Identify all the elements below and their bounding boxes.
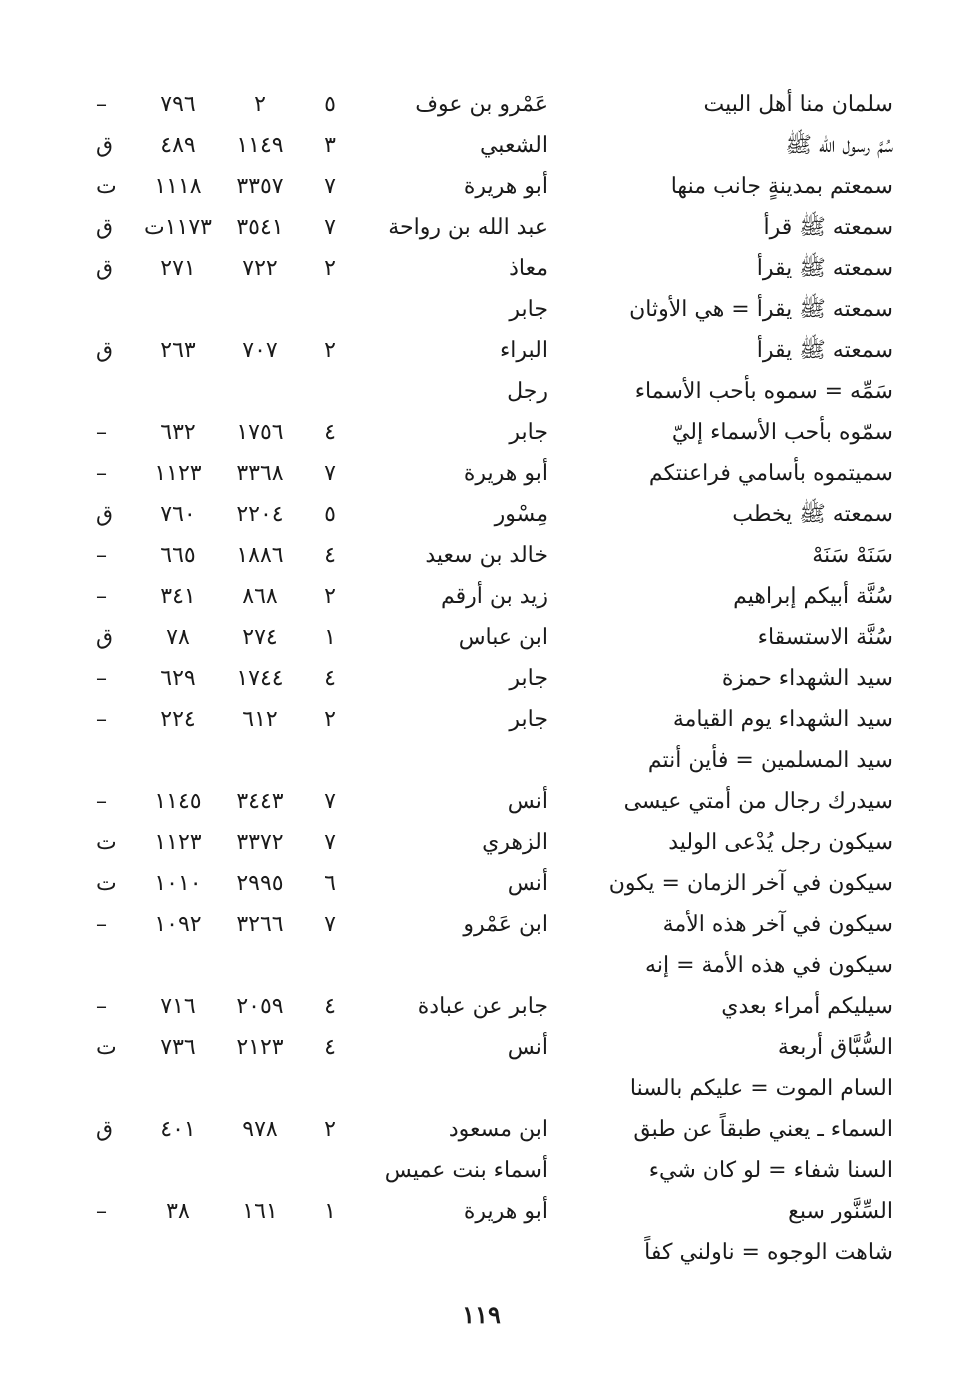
page-reference: ٦٦٥ bbox=[160, 543, 196, 568]
source-mark: ق bbox=[96, 256, 114, 281]
table-row bbox=[0, 330, 963, 371]
page-reference: ٤٠١ bbox=[160, 1117, 196, 1142]
table-row bbox=[0, 453, 963, 494]
narrator: عبد الله بن رواحة bbox=[388, 215, 548, 240]
hadith-number: ١٦١ bbox=[242, 1199, 278, 1224]
hadith-phrase: سيكون في آخر الزمان = يكون bbox=[608, 871, 893, 896]
narrator: رجل bbox=[507, 379, 548, 404]
source-mark: ق bbox=[96, 1117, 114, 1142]
hadith-number: ٨٦٨ bbox=[242, 584, 278, 609]
page-number: ١١٩ bbox=[462, 1300, 501, 1329]
source-mark: ق bbox=[96, 502, 114, 527]
source-mark: – bbox=[96, 994, 107, 1019]
page-reference: ٤٨٩ bbox=[160, 133, 196, 158]
table-row bbox=[0, 863, 963, 904]
volume-number: ٤ bbox=[324, 543, 336, 568]
hadith-number: ٢٠٥٩ bbox=[236, 994, 284, 1019]
volume-number: ١ bbox=[324, 625, 336, 650]
page-reference: ٣٨ bbox=[166, 1199, 190, 1224]
page-reference: ١٠١٠ bbox=[154, 871, 202, 896]
hadith-phrase: سيكون في آخر هذه الأمة bbox=[662, 912, 893, 937]
table-row bbox=[0, 658, 963, 699]
volume-number: ٧ bbox=[324, 789, 336, 814]
table-row bbox=[0, 248, 963, 289]
source-mark: – bbox=[96, 789, 107, 814]
hadith-phrase: سَمِّه = سموه بأحب الأسماء bbox=[634, 379, 893, 404]
source-mark: ق bbox=[96, 133, 114, 158]
hadith-number: ٢٩٩٥ bbox=[236, 871, 284, 896]
hadith-number: ١٧٥٦ bbox=[236, 420, 284, 445]
hadith-phrase: سمعته ﷺ قرأ bbox=[763, 215, 893, 240]
hadith-number: ٧٠٧ bbox=[242, 338, 278, 363]
hadith-phrase: سيدرك رجال من أمتي عيسى bbox=[623, 789, 893, 814]
narrator: أبو هريرة bbox=[463, 1199, 548, 1224]
source-mark: ت bbox=[96, 174, 117, 199]
hadith-number: ٣٥٤١ bbox=[236, 215, 284, 240]
hadith-phrase: سيكون في هذه الأمة = إنه bbox=[645, 953, 893, 978]
source-mark: ت bbox=[96, 871, 117, 896]
page-reference: ٢٦٣ bbox=[160, 338, 196, 363]
volume-number: ٢ bbox=[324, 256, 336, 281]
narrator: أنس bbox=[507, 1035, 548, 1060]
table-row bbox=[0, 1109, 963, 1150]
hadith-number: ٧٢٢ bbox=[242, 256, 278, 281]
table-row bbox=[0, 412, 963, 453]
volume-number: ٣ bbox=[324, 133, 336, 158]
source-mark: ت bbox=[96, 830, 117, 855]
narrator: جابر عن عبادة bbox=[417, 994, 548, 1019]
table-row bbox=[0, 740, 963, 781]
table-row bbox=[0, 1150, 963, 1191]
hadith-phrase: السِّنَّور سبع bbox=[788, 1199, 893, 1224]
volume-number: ٥ bbox=[324, 502, 336, 527]
volume-number: ٢ bbox=[324, 338, 336, 363]
narrator: معاذ bbox=[509, 256, 548, 281]
volume-number: ٤ bbox=[324, 420, 336, 445]
source-mark: ق bbox=[96, 625, 114, 650]
narrator: الشعبي bbox=[479, 133, 548, 158]
page-reference: ٢٢٤ bbox=[160, 707, 196, 732]
hadith-number: ١١٤٩ bbox=[236, 133, 284, 158]
hadith-phrase: سُمَّ رسول الله ﷺ bbox=[785, 133, 893, 158]
volume-number: ٧ bbox=[324, 912, 336, 937]
narrator: ابن عَمْرو bbox=[463, 912, 548, 937]
narrator: أبو هريرة bbox=[463, 174, 548, 199]
hadith-phrase: سُنَّة أبيكم إبراهيم bbox=[733, 584, 893, 609]
hadith-phrase: سيكون رجل يُدْعى الوليد bbox=[668, 830, 893, 855]
volume-number: ٢ bbox=[324, 1117, 336, 1142]
hadith-number: ٩٧٨ bbox=[242, 1117, 278, 1142]
table-row bbox=[0, 986, 963, 1027]
page-reference: ٧١٦ bbox=[160, 994, 196, 1019]
hadith-number: ١٨٨٦ bbox=[236, 543, 284, 568]
volume-number: ٥ bbox=[324, 92, 336, 117]
hadith-phrase: سَنَهْ سَنَهْ bbox=[812, 543, 893, 568]
hadith-phrase: سيد الشهداء حمزة bbox=[721, 666, 893, 691]
source-mark: – bbox=[96, 461, 107, 486]
page-reference: ١١٢٣ bbox=[154, 461, 202, 486]
hadith-number: ٢٧٤ bbox=[242, 625, 278, 650]
source-mark: – bbox=[96, 584, 107, 609]
page-reference: ٧٨ bbox=[166, 625, 190, 650]
table-row bbox=[0, 822, 963, 863]
narrator: أنس bbox=[507, 871, 548, 896]
volume-number: ٦ bbox=[324, 871, 336, 896]
volume-number: ٧ bbox=[324, 174, 336, 199]
page-reference: ٦٣٢ bbox=[160, 420, 196, 445]
narrator: خالد بن سعيد bbox=[425, 543, 548, 568]
table-row bbox=[0, 1191, 963, 1232]
hadith-phrase: سلمان منا أهل البيت bbox=[703, 92, 893, 117]
hadith-phrase: السام الموت = عليكم بالسنا bbox=[629, 1076, 893, 1101]
hadith-phrase: شاهت الوجوه = ناولني كفاً bbox=[644, 1240, 893, 1265]
volume-number: ٤ bbox=[324, 666, 336, 691]
volume-number: ٢ bbox=[324, 584, 336, 609]
hadith-number: ٦١٢ bbox=[242, 707, 278, 732]
volume-number: ٧ bbox=[324, 215, 336, 240]
table-row bbox=[0, 494, 963, 535]
table-row bbox=[0, 1232, 963, 1273]
page-reference: ١١٧٣ت bbox=[144, 215, 212, 240]
narrator: جابر bbox=[509, 666, 548, 691]
hadith-phrase: سميتموه بأسامي فراعنتكم bbox=[648, 461, 893, 486]
table-row bbox=[0, 576, 963, 617]
page-reference: ٧٦٠ bbox=[160, 502, 196, 527]
table-row bbox=[0, 289, 963, 330]
source-mark: – bbox=[96, 707, 107, 732]
volume-number: ٤ bbox=[324, 1035, 336, 1060]
volume-number: ٤ bbox=[324, 994, 336, 1019]
source-mark: – bbox=[96, 666, 107, 691]
hadith-phrase: سمعته ﷺ يخطب bbox=[732, 502, 893, 527]
page-reference: ٧٩٦ bbox=[160, 92, 196, 117]
hadith-phrase: السماء ـ يعني طبقاً عن طبق bbox=[633, 1117, 893, 1142]
page-reference: ٢٧١ bbox=[160, 256, 196, 281]
table-row bbox=[0, 84, 963, 125]
narrator: مِسْور bbox=[494, 502, 548, 527]
source-mark: ق bbox=[96, 338, 114, 363]
hadith-phrase: سمعته ﷺ يقرأ = هي الأوثان bbox=[629, 297, 893, 322]
source-mark: – bbox=[96, 420, 107, 445]
hadith-phrase: السنا شفاء = لو كان شيء bbox=[648, 1158, 893, 1183]
hadith-phrase: السُّبَّاق أربعة bbox=[777, 1035, 893, 1060]
hadith-number: ٣٣٥٧ bbox=[236, 174, 284, 199]
source-mark: ق bbox=[96, 215, 114, 240]
table-row bbox=[0, 1027, 963, 1068]
hadith-phrase: سيليكم أمراء بعدي bbox=[721, 994, 893, 1019]
narrator: ابن مسعود bbox=[448, 1117, 548, 1142]
page-reference: ٦٢٩ bbox=[160, 666, 196, 691]
hadith-number: ٢ bbox=[254, 92, 266, 117]
page-reference: ٧٣٦ bbox=[160, 1035, 196, 1060]
volume-number: ٧ bbox=[324, 461, 336, 486]
page-reference: ١١١٨ bbox=[154, 174, 202, 199]
table-row bbox=[0, 617, 963, 658]
narrator: عَمْرو بن عوف bbox=[415, 92, 548, 117]
narrator: أسماء بنت عميس bbox=[384, 1158, 548, 1183]
volume-number: ٢ bbox=[324, 707, 336, 732]
hadith-number: ٣٤٤٣ bbox=[236, 789, 284, 814]
hadith-phrase: سيد المسلمين = فأين أنتم bbox=[647, 748, 893, 773]
volume-number: ٧ bbox=[324, 830, 336, 855]
hadith-number: ٣٢٦٦ bbox=[236, 912, 284, 937]
hadith-number: ٣٣٧٢ bbox=[236, 830, 284, 855]
source-mark: – bbox=[96, 1199, 107, 1224]
table-row bbox=[0, 371, 963, 412]
page-reference: ١٠٩٢ bbox=[154, 912, 202, 937]
index-table bbox=[0, 84, 963, 1273]
narrator: ابن عباس bbox=[458, 625, 548, 650]
table-row bbox=[0, 904, 963, 945]
source-mark: – bbox=[96, 92, 107, 117]
narrator: أنس bbox=[507, 789, 548, 814]
hadith-number: ٣٣٦٨ bbox=[236, 461, 284, 486]
narrator: الزهري bbox=[482, 830, 548, 855]
narrator: زيد بن أرقم bbox=[440, 584, 548, 609]
table-row bbox=[0, 699, 963, 740]
hadith-number: ٢١٢٣ bbox=[236, 1035, 284, 1060]
hadith-phrase: سمّوه بأحب الأسماء إليّ bbox=[671, 420, 893, 445]
table-row bbox=[0, 207, 963, 248]
table-row bbox=[0, 1068, 963, 1109]
source-mark: – bbox=[96, 912, 107, 937]
hadith-phrase: سمعته ﷺ يقرأ bbox=[756, 338, 893, 363]
page-reference: ١١٤٥ bbox=[154, 789, 202, 814]
narrator: البراء bbox=[499, 338, 548, 363]
table-row bbox=[0, 945, 963, 986]
narrator: جابر bbox=[509, 707, 548, 732]
page-reference: ٣٤١ bbox=[160, 584, 196, 609]
hadith-phrase: سُنَّة الاستسقاء bbox=[757, 625, 893, 650]
table-row bbox=[0, 166, 963, 207]
table-row bbox=[0, 125, 963, 166]
hadith-number: ١٧٤٤ bbox=[236, 666, 284, 691]
narrator: جابر bbox=[509, 420, 548, 445]
table-row bbox=[0, 535, 963, 576]
narrator: جابر bbox=[509, 297, 548, 322]
hadith-phrase: سمعتم بمدينةٍ جانب منها bbox=[670, 174, 893, 199]
page-reference: ١١٢٣ bbox=[154, 830, 202, 855]
hadith-number: ٢٢٠٤ bbox=[236, 502, 284, 527]
source-mark: – bbox=[96, 543, 107, 568]
source-mark: ت bbox=[96, 1035, 117, 1060]
table-row bbox=[0, 781, 963, 822]
hadith-phrase: سمعته ﷺ يقرأ bbox=[756, 256, 893, 281]
volume-number: ١ bbox=[324, 1199, 336, 1224]
hadith-phrase: سيد الشهداء يوم القيامة bbox=[672, 707, 893, 732]
narrator: أبو هريرة bbox=[463, 461, 548, 486]
